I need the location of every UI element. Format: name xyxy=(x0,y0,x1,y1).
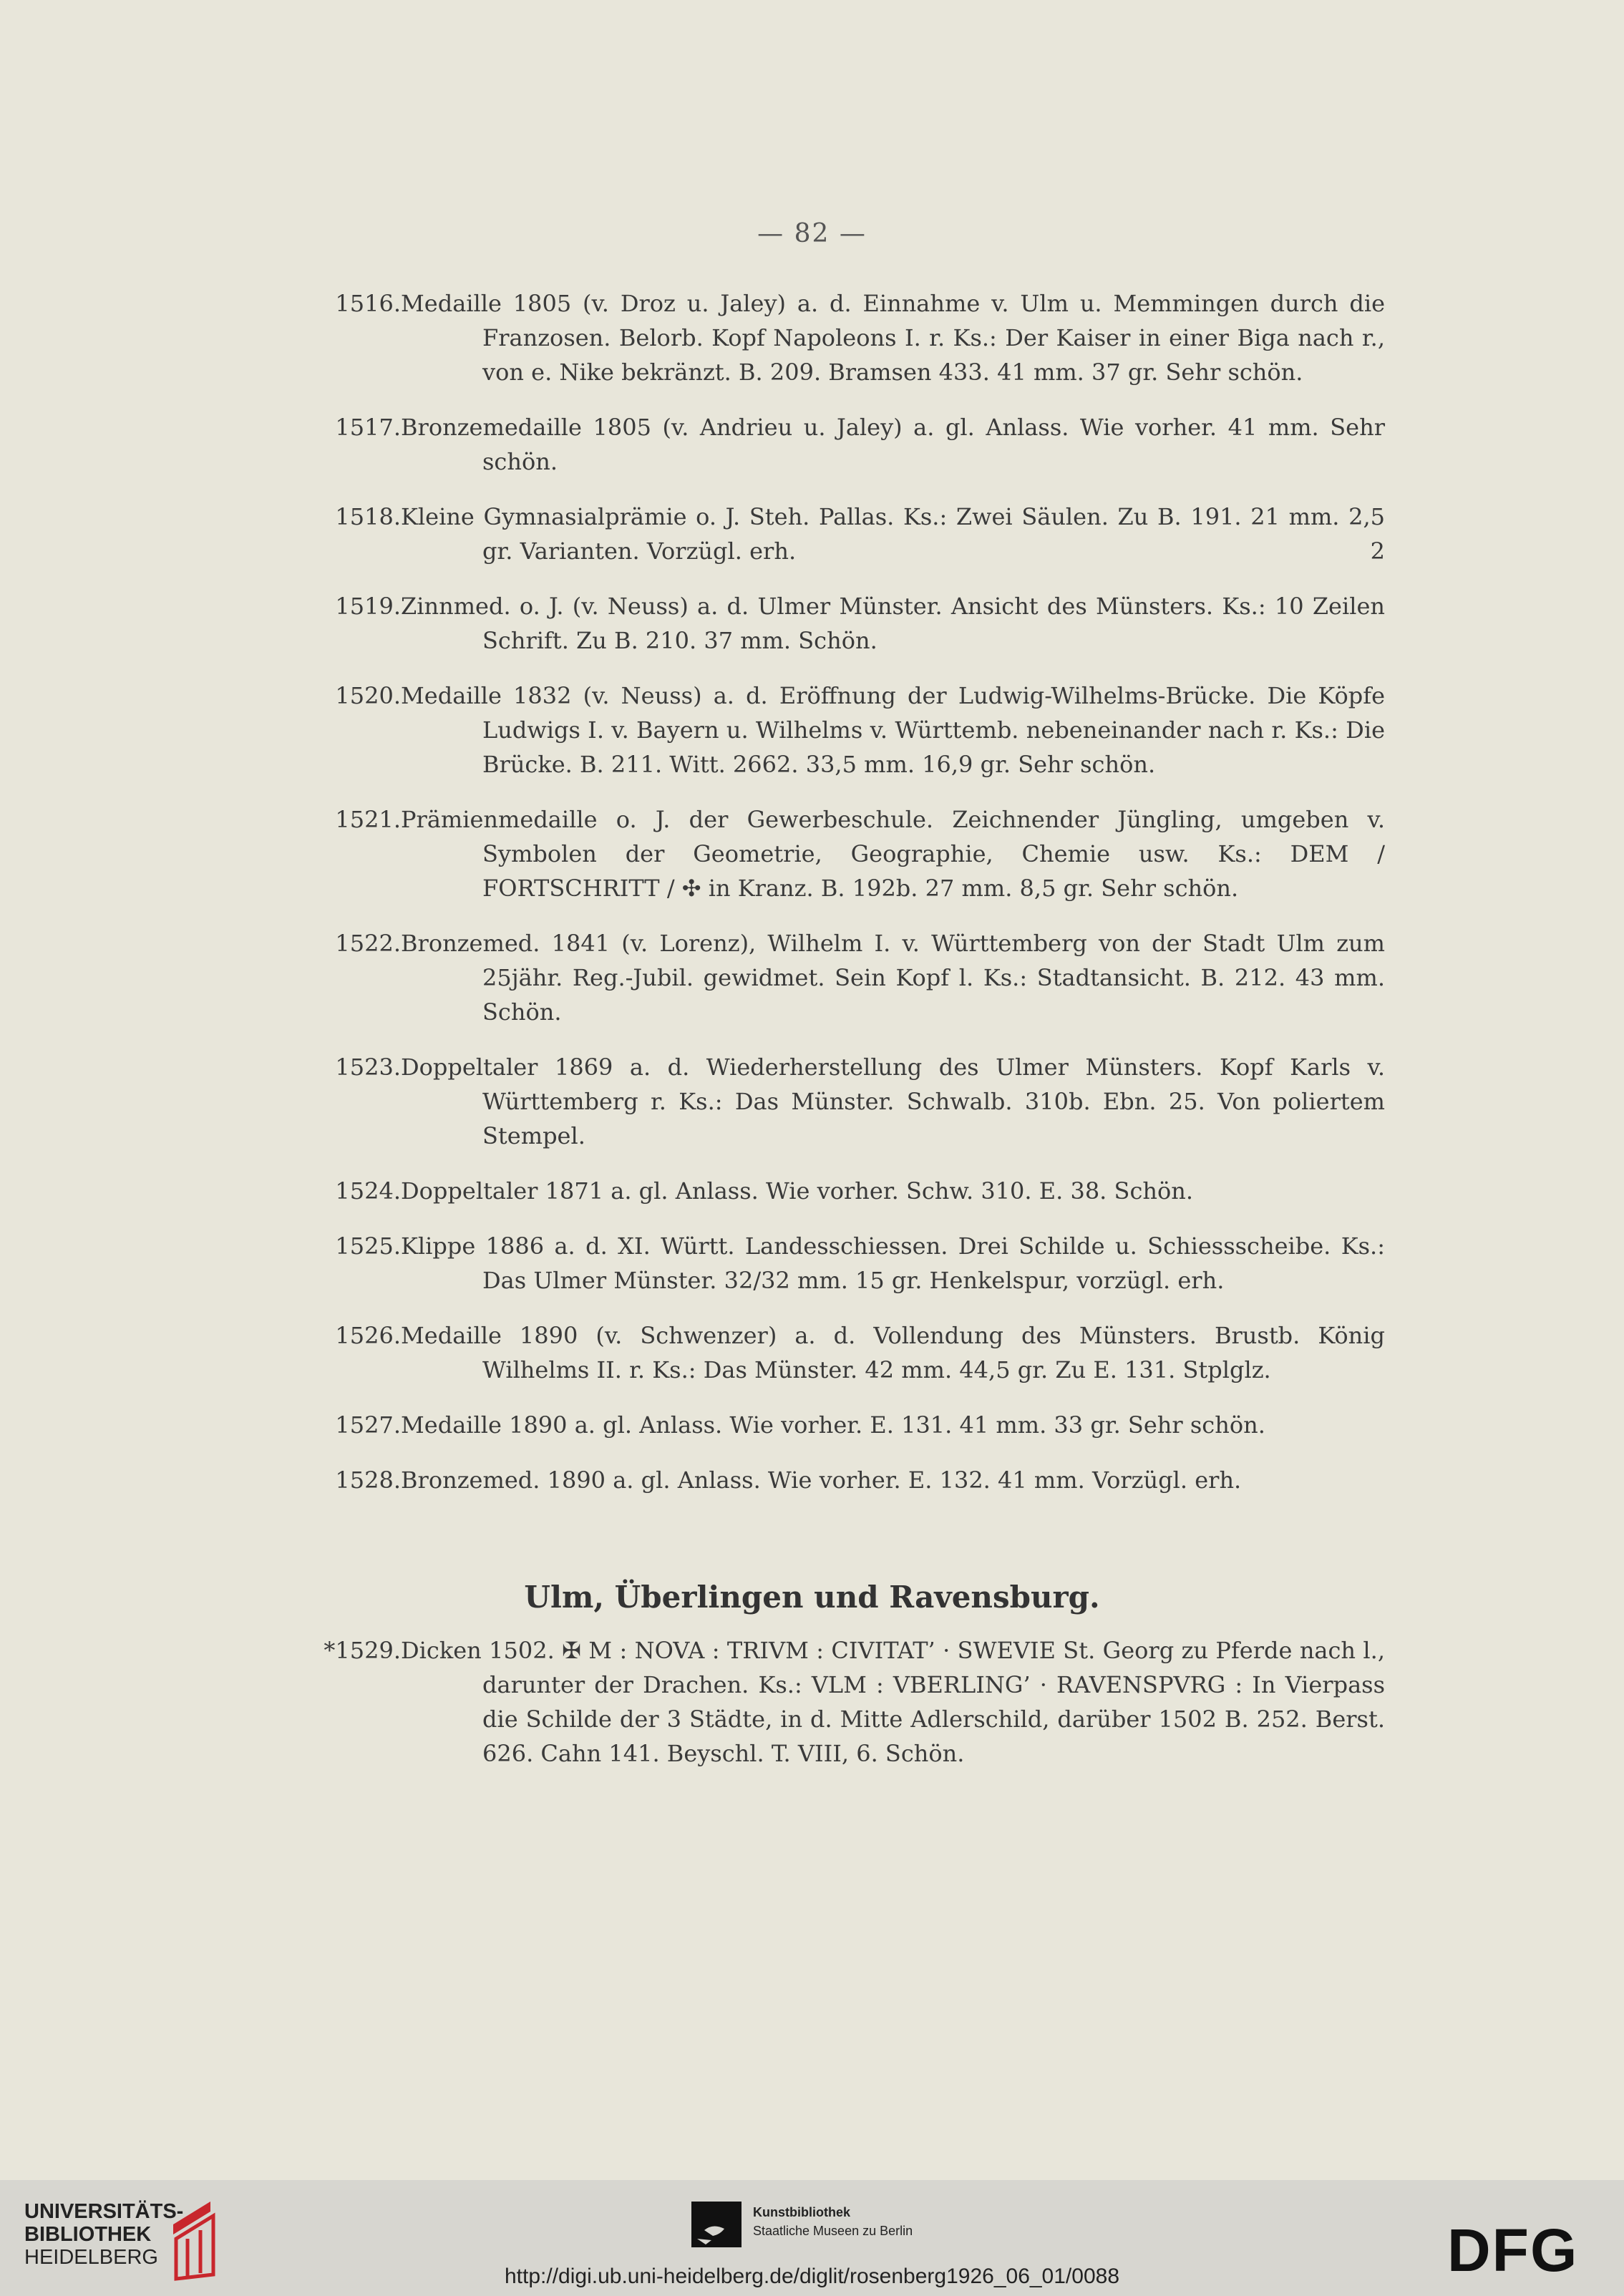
catalog-entry xyxy=(335,589,1385,658)
page-number: — 82 — xyxy=(757,219,867,248)
catalog-entry xyxy=(335,1463,1385,1497)
ub-logo-line-2: BIBLIOTHEK xyxy=(24,2223,152,2246)
entry-number: 1516. xyxy=(335,290,401,317)
catalog-entry xyxy=(335,1408,1385,1442)
entry-text: Doppeltaler 1871 a. gl. Anlass. Wie vorher. Schw. 310. E. 38. Schön. xyxy=(401,1177,1194,1205)
catalog-entry xyxy=(335,678,1385,782)
entry-text: Medaille 1890 (v. Schwenzer) a. d. Vollendung des Münsters. Brustb. König Wilhelms II. r. Ks.: Das Münster. 42 mm. 44,5 gr. Zu E. 131. Stplglz. xyxy=(401,1322,1385,1383)
catalog-entries xyxy=(335,286,1385,1518)
catalog-entry xyxy=(324,1633,1385,1771)
catalog-entry xyxy=(335,1229,1385,1298)
ub-logo-line-1: UNIVERSITÄTS- xyxy=(24,2200,184,2223)
entry-price: 2 xyxy=(1370,537,1385,565)
entry-text: Medaille 1890 a. gl. Anlass. Wie vorher. E. 131. 41 mm. 33 gr. Sehr schön. xyxy=(401,1411,1265,1439)
entry-number: 1526. xyxy=(335,1322,401,1349)
kunstbibliothek-text[interactable] xyxy=(753,2203,913,2240)
catalog-entry xyxy=(335,1318,1385,1387)
entry-number: *1529. xyxy=(324,1637,401,1664)
ub-logo-line-3: HEIDELBERG xyxy=(24,2246,158,2269)
entry-text: Bronzemed. 1841 (v. Lorenz), Wilhelm I. v. Württemberg von der Stadt Ulm zum 25jähr. Reg.-Jubil. gewidmet. Sein Kopf l. Ks.: Stadtansicht. B. 212. 43 mm. Schön. xyxy=(401,930,1385,1026)
entry-text: Medaille 1805 (v. Droz u. Jaley) a. d. Einnahme v. Ulm u. Memmingen durch die Franzosen. Belorb. Kopf Napoleons I. r. Ks.: Der Kaiser in einer Biga nach r., von e. Nike bekränzt. B. 209. Bramsen 433. 41 mm. 37 gr. Sehr schön. xyxy=(401,290,1385,386)
entry-number: 1527. xyxy=(335,1411,401,1439)
entry-number: 1519. xyxy=(335,593,401,620)
entry-number: 1523. xyxy=(335,1054,401,1081)
entry-text: Zinnmed. o. J. (v. Neuss) a. d. Ulmer Münster. Ansicht des Münsters. Ks.: 10 Zeilen Schrift. Zu B. 210. 37 mm. Schön. xyxy=(401,593,1385,654)
catalog-entry xyxy=(335,926,1385,1029)
kunstbibliothek-title: Kunstbibliothek xyxy=(753,2205,850,2219)
entry-text: Bronzemedaille 1805 (v. Andrieu u. Jaley) a. gl. Anlass. Wie vorher. 41 mm. Sehr schön. xyxy=(401,414,1385,475)
ub-heidelberg-logo[interactable] xyxy=(24,2200,183,2269)
entry-number: 1525. xyxy=(335,1232,401,1260)
entry-text: Doppeltaler 1869 a. d. Wiederherstellung des Ulmer Münsters. Kopf Karls v. Württemberg r. Ks.: Das Münster. Schwalb. 310b. Ebn. 25. Von poliertem Stempel. xyxy=(401,1054,1385,1149)
catalog-entry xyxy=(335,286,1385,389)
dfg-logo[interactable]: DFG xyxy=(1447,2217,1579,2284)
entry-text: Medaille 1832 (v. Neuss) a. d. Eröffnung der Ludwig-Wilhelms-Brücke. Die Köpfe Ludwigs I. v. Bayern u. Wilhelms v. Württemb. nebeneinander nach r. Ks.: Die Brücke. B. 211. Witt. 2662. 33,5 mm. 16,9 gr. Sehr schön. xyxy=(401,682,1385,778)
catalog-entries-section-2 xyxy=(324,1633,1385,1791)
entry-text: Kleine Gymnasialprämie o. J. Steh. Pallas. Ks.: Zwei Säulen. Zu B. 191. 21 mm. 2,5 gr. Varianten. Vorzügl. erh. 2 xyxy=(389,500,1385,568)
catalog-entry xyxy=(335,1174,1385,1208)
catalog-entry xyxy=(335,802,1385,905)
permalink-url[interactable]: http://digi.ub.uni-heidelberg.de/diglit/rosenberg1926_06_01/0088 xyxy=(505,2265,1119,2288)
catalog-entry xyxy=(335,500,1385,568)
section-heading: Ulm, Überlingen und Ravensburg. xyxy=(524,1580,1100,1615)
catalog-entry xyxy=(335,1050,1385,1153)
entry-text: Bronzemed. 1890 a. gl. Anlass. Wie vorher. E. 132. 41 mm. Vorzügl. erh. xyxy=(401,1466,1242,1494)
entry-number: 1518. xyxy=(335,503,401,530)
entry-number: 1517. xyxy=(335,414,401,441)
entry-number: 1528. xyxy=(335,1466,401,1494)
entry-text: Prämienmedaille o. J. der Gewerbeschule. Zeichnender Jüngling, umgeben v. Symbolen der Geometrie, Geographie, Chemie usw. Ks.: DEM / FORTSCHRITT / ✣ in Kranz. B. 192b. 27 mm. 8,5 gr. Sehr schön. xyxy=(401,806,1385,902)
kunstbibliothek-eagle-icon xyxy=(691,2202,742,2247)
entry-number: 1521. xyxy=(335,806,401,833)
entry-number: 1524. xyxy=(335,1177,401,1205)
catalog-entry xyxy=(335,410,1385,479)
kunstbibliothek-subtitle: Staatliche Museen zu Berlin xyxy=(753,2224,913,2238)
entry-text: Klippe 1886 a. d. XI. Württ. Landesschiessen. Drei Schilde u. Schiessscheibe. Ks.: Das Ulmer Münster. 32/32 mm. 15 gr. Henkelspur, vorzügl. erh. xyxy=(401,1232,1385,1294)
entry-number: 1520. xyxy=(335,682,401,709)
footer-bar xyxy=(0,2180,1624,2296)
entry-text: Dicken 1502. ✠ M : NOVA : TRIVM : CIVITAT’ · SWEVIE St. Georg zu Pferde nach l., darunter der Drachen. Ks.: VLM : VBERLING’ · RAVENSPVRG : In Vierpass die Schilde der 3 Städte, in d. Mitte Adlerschild, darüber 1502 B. 252. Berst. 626. Cahn 141. Beyschl. T. VIII, 6. Schön. xyxy=(401,1637,1385,1767)
entry-number: 1522. xyxy=(335,930,401,957)
